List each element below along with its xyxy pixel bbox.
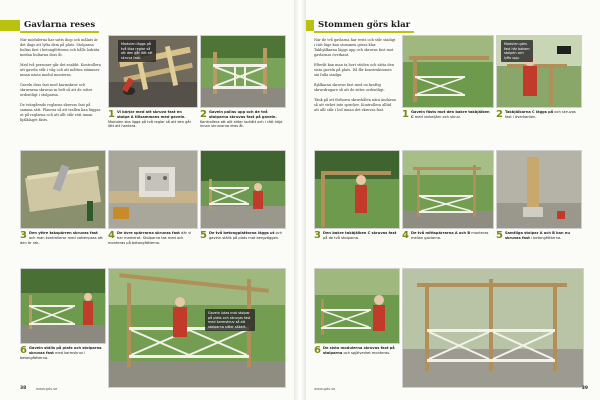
- caption-step-3: [20, 231, 104, 245]
- caption-step-r6: [314, 346, 398, 356]
- caption-number: 4: [402, 230, 409, 241]
- pergola-illustration: [403, 269, 583, 387]
- caption-step-6: [20, 346, 104, 360]
- caption-lead: De två betongplattorna läggs ut: [208, 231, 275, 235]
- caption-lead: Gaveln fästs mot den bakre takbjälken C: [410, 110, 490, 119]
- caption-number: 2: [200, 109, 207, 120]
- caption-lead: Den yttre takspärren skruvas fast: [28, 231, 98, 235]
- photo-step-4: [108, 150, 198, 229]
- photo-step-r2: [496, 35, 582, 108]
- caption-number: 6: [314, 345, 321, 356]
- post-illustration: [497, 151, 581, 228]
- frame-illustration: [403, 151, 493, 228]
- caption-step-r5: [496, 231, 580, 241]
- caption-number: 5: [496, 230, 503, 241]
- site-url: www.gds.se: [314, 387, 336, 391]
- caption-step-1: [108, 110, 194, 129]
- caption-lead: De övre spärrarna skruvas fast: [116, 231, 180, 235]
- lifting-illustration: [21, 269, 105, 343]
- photo-finished-pergola: [402, 268, 584, 388]
- caption-lead: De två mittspärrarna A och B: [410, 231, 471, 235]
- caption-lead: Vi börjar med att skruva fast en stolpe A tillsammans med gaveln.: [116, 110, 186, 119]
- caption-lead: Gaveln ställs på plats och stolparna skruvas fast: [28, 346, 102, 355]
- gate-illustration: [201, 36, 285, 107]
- title-accent-bar: [0, 20, 20, 31]
- caption-number: 3: [20, 230, 27, 241]
- photo-callout: Gaveln lutas mot stolpar på plats och skruvas fast med karmskruv så att stolparna sitter säkert.: [205, 309, 255, 331]
- photo-step-r4: [402, 150, 494, 229]
- caption-body: och man kontrollerar med vattenpass att den är rak.: [20, 235, 103, 245]
- caption-step-5: [200, 231, 284, 241]
- caption-step-2: [200, 110, 284, 129]
- caption-body: på de två stolparna.: [322, 235, 360, 240]
- rafter-illustration: [21, 151, 105, 228]
- right-page: [306, 0, 600, 400]
- caption-body: där vi har markerat. Stolparna tas med och monteras på betongfötterna.: [108, 231, 192, 245]
- page-title: Gavlarna reses: [20, 19, 99, 33]
- page-title: Stommen görs klar: [314, 19, 414, 33]
- photo-step-3: [20, 150, 106, 229]
- intro-text: När de två gavlarna har rests och står stadigt i rätt läge kan stommen göras klar. Takbjälkarna läggs upp och skruvas fast mot gavlarnas överkant. Efteråt kan man ta bort stöden och sätta den sista gaveln på plats. Då får konstruktionen sin fulla stadga. Bjälkarna skruvas fast med en kraftig skruvdragare så att de sitter ordentligt. Tänk på att förborra skruvhålen nära ändarna så att virket inte spricker. Kontrollera alltid att allt står i lod innan det skruvas fast.: [314, 38, 396, 112]
- caption-number: 5: [200, 230, 207, 241]
- left-page: [0, 0, 294, 400]
- caption-number: 2: [496, 109, 503, 120]
- caption-lead: Takbjälkarna C läggs på: [504, 110, 554, 114]
- caption-body: och spjälverket monteras.: [343, 350, 391, 355]
- page-number: 38: [20, 386, 27, 391]
- caption-body: Modulen ska ligga på två reglar så att den går lätt att hantera.: [108, 119, 192, 129]
- garden-illustration: [201, 151, 285, 228]
- photo-step-6: [20, 268, 106, 344]
- photo-step-r1: [402, 35, 494, 108]
- caption-step-r1: [402, 110, 490, 120]
- caption-lead: De sista modulerna skruvas fast på stolparna: [322, 346, 395, 355]
- photo-step-1: [108, 35, 198, 108]
- caption-lead: Den bakre takbjälken C skruvas fast: [322, 231, 397, 235]
- photo-step-r6: [314, 268, 400, 344]
- caption-lead: Gaveln pallas upp och de två stolparna skruvas fast på gaveln.: [208, 110, 277, 119]
- caption-step-4: [108, 231, 194, 245]
- caption-body: i betongfötterna.: [531, 235, 562, 240]
- caption-number: 1: [108, 109, 115, 120]
- caption-number: 1: [402, 109, 409, 120]
- caption-step-r4: [402, 231, 490, 241]
- photo-step-5: [200, 150, 286, 229]
- caption-body: och gaveln ställs på plats mot bergväggen.: [208, 231, 282, 240]
- caption-lead: Samtliga stolpar A och B kan nu skruvas fast: [504, 231, 570, 240]
- caption-number: 3: [314, 230, 321, 241]
- caption-body: med vinkeljärn och skruv.: [414, 114, 461, 119]
- caption-body: med karmskruv i betongfötterna.: [20, 350, 86, 360]
- photo-step-2: [200, 35, 286, 108]
- beam-illustration: [403, 36, 493, 107]
- photo-step-r3: [314, 150, 400, 229]
- photo-step-7: [108, 268, 286, 388]
- worker-illustration: [315, 151, 399, 228]
- caption-step-r2: [496, 110, 580, 120]
- photo-step-r5: [496, 150, 582, 229]
- module-illustration: [315, 269, 399, 343]
- site-url: www.gds.se: [36, 387, 58, 391]
- caption-step-r3: [314, 231, 398, 241]
- page-gutter: [294, 0, 306, 400]
- title-accent-bar: [306, 20, 314, 31]
- caption-number: 4: [108, 230, 115, 241]
- caption-number: 6: [20, 345, 27, 356]
- intro-text: När modulerna har satts ihop och målats är det dags att lyfta dem på plats. Stolparna bultas fast i betongfötterna och hålls lodräta medan bultarna dras åt. Med två personer går det snabbt. Kontrollera att gaveln står i våg och att måtten stämmer innan nästa modul monteras. Gaveln dras fast med karmskruv och skruvarna skruvas in helt så att de sitter ordentligt i stolparna. De tvärgående reglarna skruvas fast på samma sätt. Planera så att trallen kan läggas ut på reglarna och att allt står rätt innan bjälklaget fästs.: [20, 38, 101, 122]
- frame-illustration: [109, 269, 285, 387]
- caption-body: Kontrollera att allt sitter lodrätt och i rätt höjd innan skruvarna dras åt.: [200, 119, 283, 129]
- bracket-illustration: [109, 151, 197, 228]
- page-number: 39: [581, 386, 588, 391]
- caption-body: monteras mellan gavlarna.: [410, 231, 489, 240]
- photo-callout: Modulen läggs på två lösa reglar så att den går lätt att skruva fast.: [118, 40, 156, 62]
- photo-callout: Modulen görs fast här bakom stolpen och lyfts upp.: [501, 40, 533, 62]
- caption-body: och skruvas fast i överkanten.: [504, 110, 576, 119]
